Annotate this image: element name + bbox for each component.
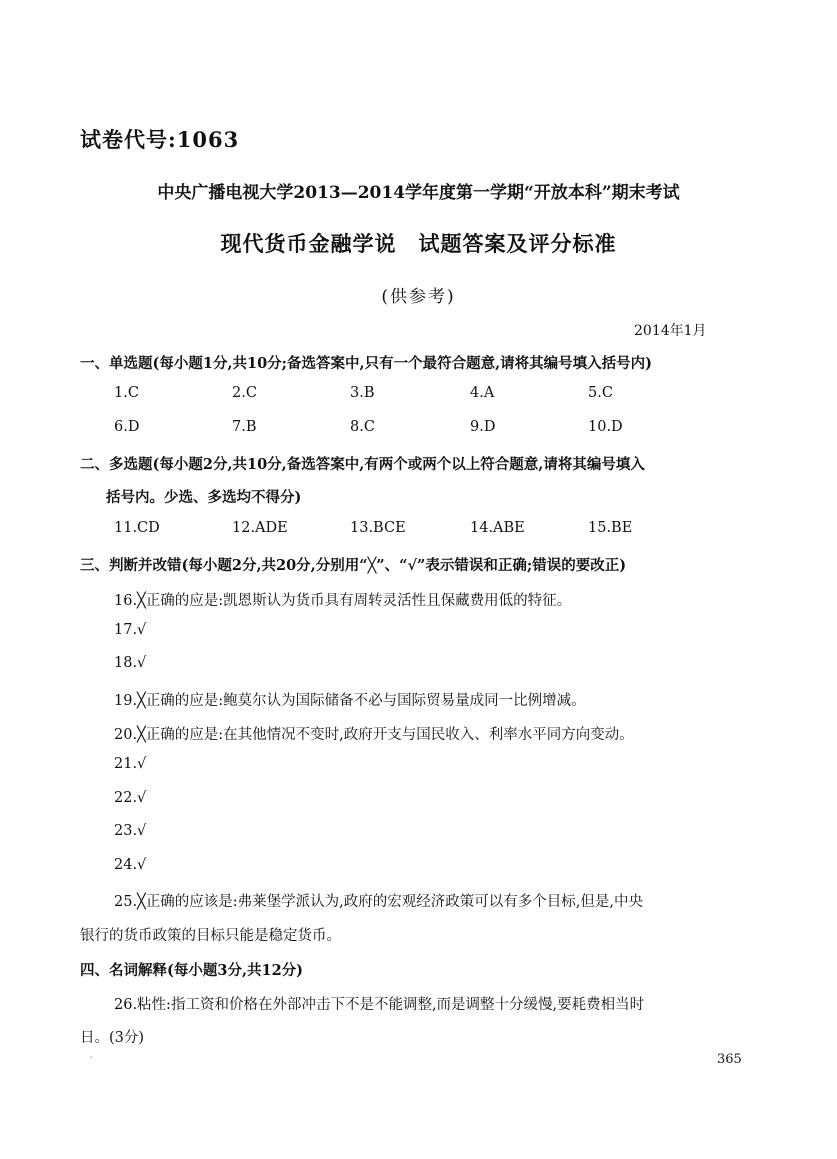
answer-item: 3.B (350, 385, 375, 401)
exam-code: 试卷代号:1063 (80, 127, 240, 152)
answer-item: 6.D (114, 419, 140, 435)
section-2-heading-cont: 括号内。少选、多选均不得分) (106, 489, 302, 506)
judgement-item: 20.╳正确的应是:在其他情况不变时,政府开支与国民收入、利率水平同方向变动。 (114, 727, 634, 743)
judgement-item: 17.√ (114, 622, 147, 638)
reference-note: (供参考) (381, 287, 456, 307)
page-number: 365 (717, 1052, 742, 1067)
answer-item: 4.A (470, 385, 495, 401)
answer-item: 13.BCE (350, 520, 406, 536)
section-1-heading: 一、单选题(每小题1分,共10分;备选答案中,只有一个最符合题意,请将其编号填入括号内) (80, 355, 652, 372)
term-definition-cont: 日。(3分) (80, 1030, 145, 1046)
judgement-item: 22.√ (114, 790, 147, 806)
answer-item: 10.D (588, 419, 623, 435)
answer-item: 11.CD (114, 520, 160, 536)
section-4-heading: 四、名词解释(每小题3分,共12分) (80, 962, 304, 979)
exam-title: 中央广播电视大学2013—2014学年度第一学期“开放本科”期末考试 (157, 183, 680, 203)
judgement-item: 18.√ (114, 655, 147, 671)
answer-item: 12.ADE (232, 520, 288, 536)
exam-date: 2014年1月 (634, 323, 707, 339)
judgement-item-25-cont: 银行的货币政策的目标只能是稳定货币。 (80, 928, 341, 944)
answer-item: 9.D (470, 419, 496, 435)
judgement-item: 19.╳正确的应是:鲍莫尔认为国际储备不必与国际贸易量成同一比例增减。 (114, 693, 586, 709)
section-3-heading: 三、判断并改错(每小题2分,共20分,分别用“╳”、“√”表示错误和正确;错误的要改正) (80, 557, 627, 574)
section-2-heading: 二、多选题(每小题2分,共10分,备选答案中,有两个或两个以上符合题意,请将其编号填入 (80, 456, 645, 473)
judgement-item: 16.╳正确的应是:凯恩斯认为货币具有周转灵活性且保藏费用低的特征。 (114, 593, 572, 609)
judgement-item: 23.√ (114, 823, 147, 839)
answer-item: 14.ABE (470, 520, 525, 536)
term-definition: 26.粘性:指工资和价格在外部冲击下不是不能调整,而是调整十分缓慢,要耗费相当时 (114, 997, 645, 1013)
judgement-item: 24.√ (114, 857, 147, 873)
answer-item: 15.BE (588, 520, 633, 536)
answer-item: 7.B (232, 419, 257, 435)
judgement-item-25: 25.╳正确的应该是:弗莱堡学派认为,政府的宏观经济政策可以有多个目标,但是,中央 (114, 894, 643, 910)
answer-item: 1.C (114, 385, 139, 401)
answer-item: 2.C (232, 385, 257, 401)
answer-item: 8.C (350, 419, 375, 435)
scan-speck: ˊ (88, 1057, 93, 1068)
document-title: 现代货币金融学说 试题答案及评分标准 (220, 231, 617, 256)
judgement-item: 21.√ (114, 756, 147, 772)
answer-item: 5.C (588, 385, 613, 401)
